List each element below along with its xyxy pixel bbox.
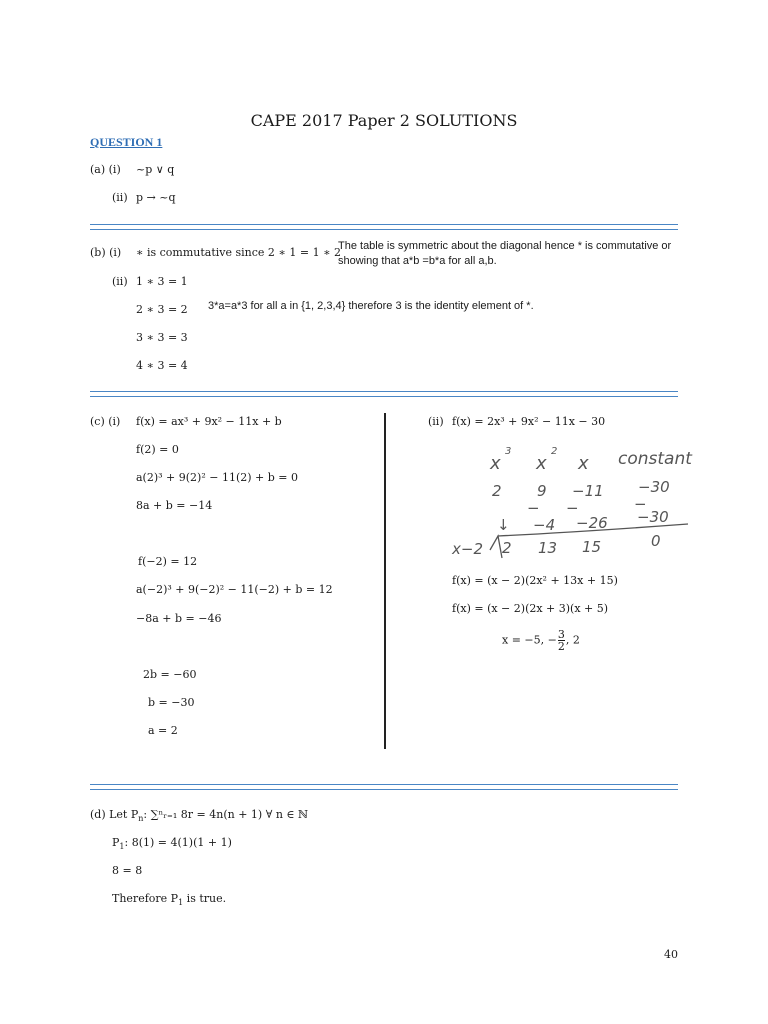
hand-header: x (578, 453, 589, 474)
part-c-ii-function: f(x) = 2x³ + 9x² − 11x − 30 (452, 415, 606, 428)
part-b-i-answer: ∗ is commutative since 2 ∗ 1 = 1 ∗ 2 (136, 246, 342, 259)
hand-header: constant (618, 449, 692, 469)
hand-arrow: ↓ (497, 516, 510, 534)
p1-check (112, 836, 232, 851)
hand-row1: −30 (638, 478, 670, 496)
part-b-ii-line: 4 ∗ 3 = 4 (136, 359, 188, 372)
p1-equation: : 8(1) = 4(1)(1 + 1) (124, 836, 232, 849)
section-divider (90, 391, 678, 398)
roots-numerator: 3 (557, 628, 565, 641)
factored-form-2: f(x) = (x − 2)(2x + 3)(x + 5) (452, 602, 609, 615)
pn-subscript: n (138, 814, 144, 824)
part-a-ii-answer: p → ~q (136, 191, 176, 204)
part-c-line: f(x) = ax³ + 9x² − 11x + b (136, 415, 282, 428)
hand-row3: 0 (651, 532, 661, 550)
page-title: CAPE 2017 Paper 2 SOLUTIONS (250, 111, 518, 130)
part-c-line: 8a + b = −14 (136, 499, 213, 512)
factored-form-1: f(x) = (x − 2)(2x² + 13x + 15) (452, 574, 618, 587)
pn-symbol: P (130, 808, 139, 821)
part-c-ii-label: (ii) (428, 415, 444, 428)
part-c-line: 2b = −60 (143, 668, 197, 681)
part-c-line: a(−2)³ + 9(−2)² − 11(−2) + b = 12 (136, 583, 333, 596)
section-divider (90, 784, 678, 791)
part-b-ii-line: 1 ∗ 3 = 1 (136, 275, 188, 288)
part-b-note-line1: The table is symmetric about the diagonal hence * is commutative or (338, 240, 672, 252)
part-b-ii-line: 3 ∗ 3 = 3 (136, 331, 188, 344)
hand-row1: 9 (537, 482, 547, 500)
section-divider (90, 224, 678, 231)
part-b-ii-line: 2 ∗ 3 = 2 (136, 303, 188, 316)
hand-row2: −30 (637, 508, 669, 526)
page-number: 40 (664, 948, 678, 961)
part-c-line: f(−2) = 12 (138, 555, 198, 568)
question-1-link[interactable]: QUESTION 1 (90, 135, 163, 149)
hand-header: 3 (505, 446, 512, 457)
hand-dash: − (634, 495, 647, 513)
identity-note: 3*a=a*3 for all a in {1, 2,3,4} therefore 3 is the identity element of *. (208, 300, 534, 312)
hand-row2: −26 (576, 514, 608, 532)
hand-divisor: x−2 (452, 540, 483, 558)
part-c-line: f(2) = 0 (136, 443, 179, 456)
part-c-i-label: (c) (i) (90, 415, 121, 428)
roots-prefix: x = −5, − (502, 633, 557, 647)
hand-header: x (490, 453, 501, 474)
part-c-line: a(2)³ + 9(2)² − 11(2) + b = 0 (136, 471, 298, 484)
hand-row1: −11 (572, 482, 604, 500)
part-a-i-answer: ~p ∨ q (136, 163, 175, 176)
column-separator (384, 413, 386, 749)
part-d-statement (90, 808, 308, 823)
roots (502, 629, 580, 652)
part-c-line: −8a + b = −46 (136, 612, 222, 625)
roots-fraction (558, 629, 565, 652)
part-a-ii-label: (ii) (112, 191, 128, 204)
roots-suffix: , 2 (565, 633, 580, 647)
hand-row2: −4 (533, 516, 556, 534)
part-b-i-label: (b) (i) (90, 246, 122, 259)
p1-equality: 8 = 8 (112, 864, 143, 877)
conclusion-p: P (170, 892, 179, 905)
hand-dash: − (527, 499, 540, 517)
p1-subscript: 1 (119, 842, 125, 852)
hand-row3: 13 (538, 539, 558, 557)
part-b-note-line2: showing that a*b =b*a for all a,b. (338, 255, 497, 267)
hand-header: x (536, 453, 547, 474)
part-a-i-label: (a) (i) (90, 163, 121, 176)
p1-symbol: P (112, 836, 120, 849)
pn-equation: : ∑ⁿᵣ₌₁ 8r = 4n(n + 1) ∀ n ∈ ℕ (143, 808, 309, 821)
hand-row3: 2 (502, 539, 512, 557)
hand-row3: 15 (582, 538, 602, 556)
hand-header: 2 (551, 446, 558, 457)
conclusion-sub: 1 (178, 898, 184, 908)
hand-dash: − (566, 499, 579, 517)
conclusion-text-a: Therefore (112, 892, 168, 905)
conclusion-text-b: is true. (186, 892, 227, 905)
part-b-ii-label: (ii) (112, 275, 128, 288)
part-d-label: (d) Let (90, 808, 128, 821)
part-c-line: a = 2 (148, 724, 178, 737)
roots-denominator: 2 (557, 640, 565, 653)
p1-conclusion (112, 892, 226, 907)
hand-row1: 2 (492, 482, 502, 500)
part-c-line: b = −30 (148, 696, 195, 709)
